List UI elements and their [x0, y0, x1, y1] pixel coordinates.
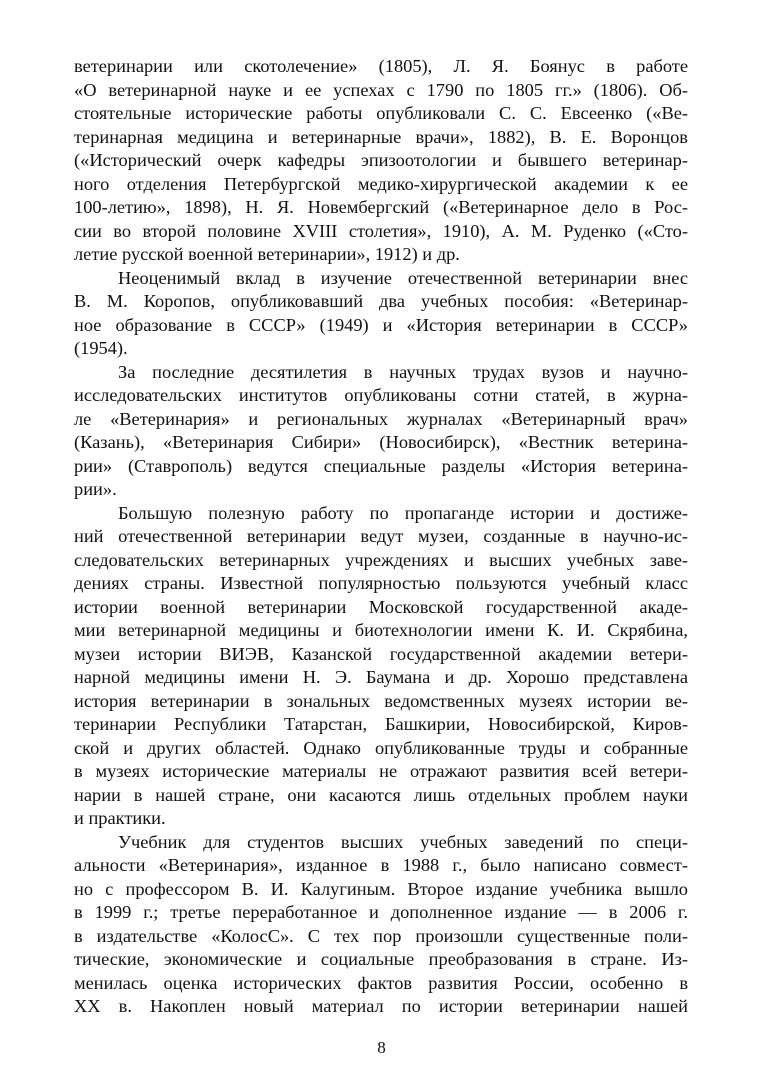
text-line: В. М. Коропов, опубликовавший два учебных пособия: «Ветеринар-	[74, 291, 688, 311]
paragraph-2	[74, 267, 688, 361]
text-line: истории военной ветеринарии Московской государственной акаде-	[74, 596, 688, 617]
text-line: 100-летию», 1898), Н. Я. Новембергский («Ветеринарное дело в Рос-	[74, 197, 688, 217]
text-line: (1954).	[74, 338, 128, 358]
text-line: следовательских ветеринарных учреждениях и высших учебных заве-	[74, 549, 688, 570]
text-line: дениях страны. Известной популярностью пользуются учебный класс	[74, 573, 688, 593]
text-line: но с профессором В. И. Калугиным. Второе издание учебника вышло	[74, 878, 688, 899]
text-line: ное образование в СССР» (1949) и «История ветеринарии в СССР»	[74, 314, 688, 335]
paragraph-1	[74, 55, 688, 267]
text-line: исследовательских институтов опубликованы сотни статей, в журна-	[74, 385, 688, 405]
text-line: Неоценимый вклад в изучение отечественной ветеринарии внес	[118, 267, 688, 288]
text-line: в 1999 г.; третье переработанное и дополненное издание — в 2006 г.	[74, 902, 688, 922]
paragraph-3	[74, 361, 688, 502]
text-line: нарной медицины имени Н. Э. Баумана и др. Хорошо представлена	[74, 667, 688, 687]
text-line: За последние десятилетия в научных трудах вузов и научно-	[118, 361, 688, 382]
paragraph-5	[74, 831, 688, 1019]
text-line: музеи истории ВИЭВ, Казанской государственной академии ветери-	[74, 643, 688, 664]
text-line: стоятельные исторические работы опубликовали С. С. Евсеенко («Ве-	[74, 103, 688, 123]
text-line: ской и других областей. Однако опубликованные труды и собранные	[74, 737, 688, 758]
text-line: менилась оценка исторических фактов развития России, особенно в	[74, 972, 688, 993]
page-number: 8	[377, 1038, 386, 1057]
text-line: сии во второй половине XVIII столетия», 1910), А. М. Руденко («Сто-	[74, 220, 688, 241]
text-line: рии» (Ставрополь) ведутся специальные разделы «История ветерина-	[74, 455, 688, 476]
text-line: альности «Ветеринария», изданное в 1988 г., было написано совмест-	[74, 855, 688, 875]
text-line: («Исторический очерк кафедры эпизоотологии и бывшего ветеринар-	[74, 150, 688, 170]
text-line: теринарии Республики Татарстан, Башкирии, Новосибирской, Киров-	[74, 714, 688, 734]
text-line: нарии в нашей стране, они касаются лишь отдельных проблем науки	[74, 784, 688, 805]
text-line: ле «Ветеринария» и региональных журналах «Ветеринарный врач»	[74, 408, 688, 429]
text-line: «О ветеринарной науке и ее успехах с 1790 по 1805 гг.» (1806). Об-	[74, 79, 688, 100]
text-line: ний отечественной ветеринарии ведут музеи, созданные в научно-ис-	[74, 526, 688, 546]
text-line: (Казань), «Ветеринария Сибири» (Новосибирск), «Вестник ветерина-	[74, 432, 688, 452]
text-line: и практики.	[74, 808, 166, 828]
text-line: ного отделения Петербургской медико-хирургической академии к ее	[74, 173, 688, 194]
text-line: ветеринарии или скотолечение» (1805), Л. Я. Боянус в работе	[74, 56, 688, 76]
text-line: история ветеринарии в зональных ведомственных музеях истории ве-	[74, 690, 688, 711]
text-line: рии».	[74, 479, 117, 499]
text-line: мии ветеринарной медицины и биотехнологии имени К. И. Скрябина,	[74, 620, 688, 640]
text-line: в музеях исторические материалы не отражают развития всей ветери-	[74, 761, 688, 781]
text-line: тические, экономические и социальные преобразования в стране. Из-	[74, 949, 688, 969]
text-line: Большую полезную работу по пропаганде истории и достиже-	[118, 502, 688, 523]
page-body	[74, 55, 688, 1019]
text-line: XX в. Накоплен новый материал по истории ветеринарии нашей	[74, 996, 688, 1016]
text-line: в издательстве «КолосС». С тех пор произошли существенные поли-	[74, 925, 688, 946]
text-line: летие русской военной ветеринарии», 1912) и др.	[74, 244, 460, 264]
text-line: Учебник для студентов высших учебных заведений по специ-	[118, 831, 688, 852]
paragraph-4	[74, 502, 688, 831]
text-line: теринарная медицина и ветеринарные врачи», 1882), В. Е. Воронцов	[74, 126, 688, 147]
